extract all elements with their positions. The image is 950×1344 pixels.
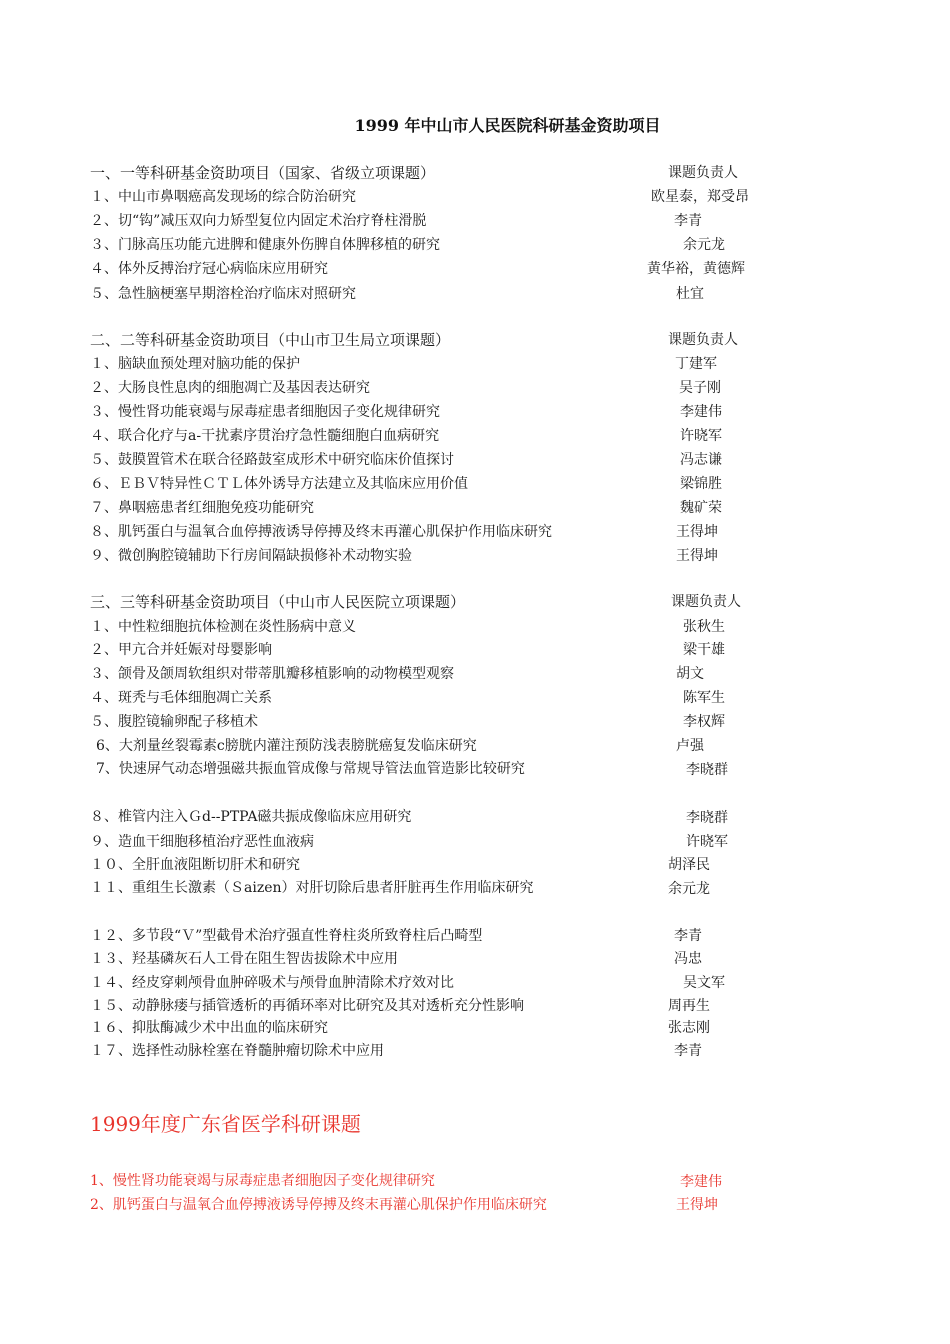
list-item-responsible: 李权辉: [683, 714, 725, 730]
section-3-responsible-heading: 课题负责人: [671, 594, 741, 610]
list-item: ５、鼓膜置管术在联合径路鼓室成形术中研究临床价值探讨: [90, 452, 454, 468]
list-item-responsible: 欧星泰，郑受昂: [651, 189, 749, 205]
list-item-responsible: 吴文军: [683, 975, 725, 991]
list-item-responsible: 王得坤: [676, 524, 718, 540]
list-item-responsible: 胡文: [676, 666, 704, 682]
list-item: ２、切“钩”减压双向力矫型复位内固定术治疗脊柱滑脱: [90, 213, 427, 229]
list-item-responsible: 余元龙: [683, 237, 725, 253]
list-item: ９、造血干细胞移植治疗恶性血液病: [90, 834, 314, 850]
list-item: １７、选择性动脉栓塞在脊髓肿瘤切除术中应用: [90, 1043, 384, 1059]
list-item: ８、椎管内注入Ｇd--PTPA磁共振成像临床应用研究: [90, 809, 412, 825]
guangdong-list-item: 1、慢性肾功能衰竭与尿毒症患者细胞因子变化规律研究: [90, 1173, 435, 1189]
list-item-responsible: 许晓军: [686, 834, 728, 850]
list-item-responsible: 卢强: [676, 738, 704, 754]
list-item-responsible: 许晓军: [680, 428, 722, 444]
guangdong-section-title: 1999年度广东省医学科研课题: [90, 1112, 361, 1136]
list-item: 7、快速屏气动态增强磁共振血管成像与常规导管法血管造影比较研究: [96, 761, 525, 777]
list-item-responsible: 张志刚: [668, 1020, 710, 1036]
list-item: ４、斑秃与毛体细胞凋亡关系: [90, 690, 272, 706]
list-item: ３、慢性肾功能衰竭与尿毒症患者细胞因子变化规律研究: [90, 404, 440, 420]
section-1-responsible-heading: 课题负责人: [668, 165, 738, 181]
section-3-heading: 三、三等科研基金资助项目（中山市人民医院立项课题）: [90, 593, 466, 611]
list-item: ３、门脉高压功能亢进脾和健康外伤脾自体脾移植的研究: [90, 237, 440, 253]
list-item-responsible: 冯忠: [674, 951, 702, 967]
guangdong-list-item-responsible: 王得坤: [676, 1197, 718, 1213]
list-item: ７、鼻咽癌患者红细胞免疫功能研究: [90, 500, 314, 516]
list-item-responsible: 陈军生: [683, 690, 725, 706]
guangdong-list-item: 2、肌钙蛋白与温氧合血停搏液诱导停搏及终末再灌心肌保护作用临床研究: [90, 1197, 547, 1213]
section-2-heading: 二、二等科研基金资助项目（中山市卫生局立项课题）: [90, 331, 451, 349]
list-item: ８、肌钙蛋白与温氧合血停搏液诱导停搏及终末再灌心肌保护作用临床研究: [90, 524, 552, 540]
list-item: ４、联合化疗与a-干扰素序贯治疗急性髓细胞白血病研究: [90, 428, 440, 444]
document-title: 1999 年中山市人民医院科研基金资助项目: [354, 116, 661, 135]
list-item: １、中山市鼻咽癌高发现场的综合防治研究: [90, 189, 356, 205]
list-item: １２、多节段“Ｖ”型截骨术治疗强直性脊柱炎所致脊柱后凸畸型: [90, 928, 483, 944]
list-item-responsible: 梁干雄: [683, 642, 725, 658]
list-item-responsible: 杜宜: [676, 286, 704, 302]
list-item: １０、全肝血液阻断切肝术和研究: [90, 857, 300, 873]
list-item: １６、抑肽酶减少术中出血的临床研究: [90, 1020, 328, 1036]
list-item-responsible: 李晓群: [686, 762, 728, 778]
list-item: １４、经皮穿刺颅骨血肿碎吸术与颅骨血肿清除术疗效对比: [90, 975, 454, 991]
section-2-responsible-heading: 课题负责人: [668, 332, 738, 348]
list-item-responsible: 李青: [674, 213, 702, 229]
list-item: ２、甲亢合并妊娠对母婴影响: [90, 642, 272, 658]
list-item: １、中性粒细胞抗体检测在炎性肠病中意义: [90, 619, 356, 635]
section-1-heading: 一、一等科研基金资助项目（国家、省级立项课题）: [90, 164, 436, 182]
list-item: ５、急性脑梗塞早期溶栓治疗临床对照研究: [90, 286, 356, 302]
list-item-responsible: 李青: [674, 1043, 702, 1059]
list-item-responsible: 梁锦胜: [680, 476, 722, 492]
list-item: １１、重组生长激素（Ｓaizen）对肝切除后患者肝脏再生作用临床研究: [90, 880, 534, 896]
guangdong-list-item-responsible: 李建伟: [680, 1174, 722, 1190]
list-item: ３、颌骨及颌周软组织对带蒂肌瓣移植影响的动物模型观察: [90, 666, 454, 682]
list-item-responsible: 魏矿荣: [680, 500, 722, 516]
list-item-responsible: 余元龙: [668, 881, 710, 897]
list-item-responsible: 李建伟: [680, 404, 722, 420]
list-item-responsible: 冯志谦: [680, 452, 722, 468]
list-item-responsible: 周再生: [668, 998, 710, 1014]
list-item-responsible: 吴子刚: [679, 380, 721, 396]
list-item-responsible: 黄华裕，黄德辉: [647, 261, 745, 277]
list-item-responsible: 李晓群: [686, 810, 728, 826]
list-item: ９、微创胸腔镜辅助下行房间隔缺损修补术动物实验: [90, 548, 412, 564]
list-item: １、脑缺血预处理对脑功能的保护: [90, 356, 300, 372]
list-item-responsible: 张秋生: [683, 619, 725, 635]
list-item-responsible: 王得坤: [676, 548, 718, 564]
list-item: 6、大剂量丝裂霉素c膀胱内灌注预防浅表膀胱癌复发临床研究: [96, 738, 477, 754]
list-item: ５、腹腔镜输卵配子移植术: [90, 714, 258, 730]
list-item: ６、ＥＢＶ特异性ＣＴＬ体外诱导方法建立及其临床应用价值: [90, 476, 468, 492]
list-item: ２、大肠良性息肉的细胞凋亡及基因表达研究: [90, 380, 370, 396]
list-item: ４、体外反搏治疗冠心病临床应用研究: [90, 261, 328, 277]
list-item: １５、动静脉瘘与插管透析的再循环率对比研究及其对透析充分性影响: [90, 998, 524, 1014]
list-item-responsible: 李青: [674, 928, 702, 944]
list-item-responsible: 丁建军: [675, 356, 717, 372]
list-item: １３、羟基磷灰石人工骨在阻生智齿拔除术中应用: [90, 951, 398, 967]
list-item-responsible: 胡泽民: [668, 857, 710, 873]
